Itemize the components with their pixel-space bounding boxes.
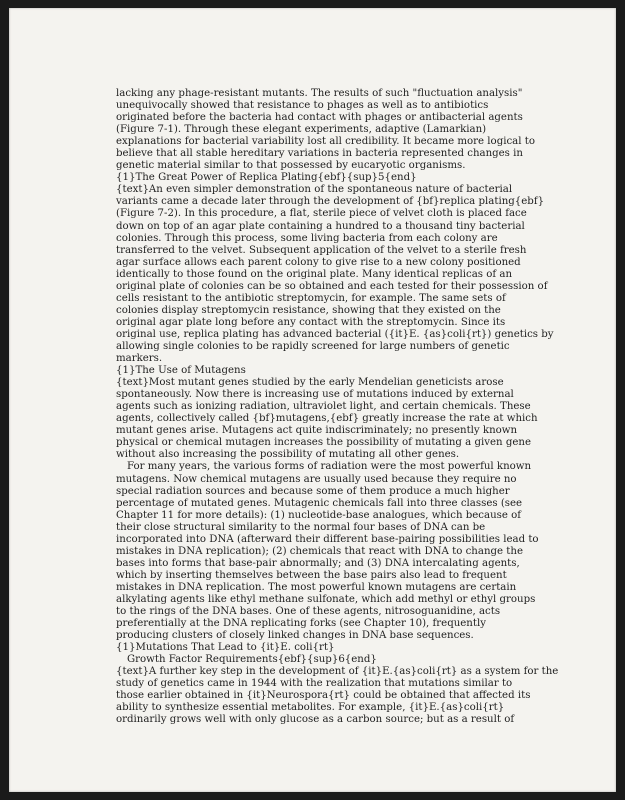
text-line: mutagens. Now chemical mutagens are usually used because they require no bbox=[116, 473, 517, 485]
text-line: those earlier obtained in {it}Neurospora{rt} could be obtained that affected its bbox=[116, 690, 531, 702]
paper-sheet bbox=[9, 8, 616, 792]
text-line: (Figure 7-1). Through these elegant experiments, adaptive (Lamarkian) bbox=[116, 124, 487, 136]
text-line: percentage of mutated genes. Mutagenic chemicals fall into three classes (see bbox=[116, 497, 523, 509]
text-line: variants came a decade later through the development of {bf}replica plating{ebf} bbox=[116, 196, 545, 208]
body-text bbox=[116, 88, 559, 726]
text-line: transferred to the velvet. Subsequent application of the velvet to a sterile fresh bbox=[116, 244, 527, 256]
text-line: alkylating agents like ethyl methane sulfonate, which add methyl or ethyl groups bbox=[116, 593, 536, 605]
text-line: preferentially at the DNA replicating forks (see Chapter 10), frequently bbox=[116, 618, 486, 630]
text-line: original plate of colonies can be so obtained and each tested for their possession of bbox=[116, 280, 548, 292]
text-line: colonies display streptomycin resistance, showing that they existed on the bbox=[116, 304, 501, 316]
text-line: colonies. Through this process, some living bacteria from each colony are bbox=[116, 232, 498, 244]
text-line: original agar plate long before any contact with the streptomycin. Since its bbox=[116, 316, 506, 328]
text-line: down on top of an agar plate containing a hundred to a thousand tiny bacterial bbox=[116, 220, 525, 232]
text-line: ability to synthesize essential metabolites. For example, {it}E.{as}coli{rt} bbox=[116, 702, 505, 714]
text-line: mistakes in DNA replication); (2) chemicals that react with DNA to change the bbox=[116, 545, 523, 557]
text-line: (Figure 7-2). In this procedure, a flat, sterile piece of velvet cloth is placed face bbox=[116, 208, 527, 220]
text-line: study of genetics came in 1944 with the realization that mutations similar to bbox=[116, 678, 513, 690]
text-line: without also increasing the possibility of mutating all other genes. bbox=[116, 449, 460, 461]
text-line: ordinarily grows well with only glucose as a carbon source; but as a result of bbox=[116, 714, 515, 726]
text-line: allowing single colonies to be rapidly screened for large numbers of genetic bbox=[116, 340, 510, 352]
text-line: genetic material similar to that possessed by eucaryotic organisms. bbox=[116, 160, 466, 172]
text-line: original use, replica plating has advanced bacterial ({it}E. {as}coli{rt}) genetics by bbox=[116, 328, 554, 340]
text-line: physical or chemical mutagen increases the possibility of mutating a given gene bbox=[116, 437, 531, 449]
text-line: {1}The Great Power of Replica Plating{ebf}{sup}5{end} bbox=[116, 172, 417, 184]
text-line: cells resistant to the antibiotic streptomycin, for example. The same sets of bbox=[116, 292, 506, 304]
text-line: incorporated into DNA (afterward their different base-pairing possibilities lead to bbox=[116, 533, 539, 545]
text-line: markers. bbox=[116, 353, 163, 365]
text-line: {1}The Use of Mutagens bbox=[116, 365, 246, 377]
text-line: which by inserting themselves between the base pairs also lead to frequent bbox=[116, 569, 507, 581]
text-line: lacking any phage-resistant mutants. The results of such "fluctuation analysis" bbox=[116, 88, 523, 99]
text-line: {text}A further key step in the development of {it}E.{as}coli{rt} as a system for the bbox=[116, 666, 559, 678]
text-line: their close structural similarity to the normal four bases of DNA can be bbox=[116, 521, 486, 533]
text-line: {text}Most mutant genes studied by the early Mendelian geneticists arose bbox=[116, 377, 504, 389]
text-line: {text}An even simpler demonstration of the spontaneous nature of bacterial bbox=[116, 184, 513, 196]
text-line: producing clusters of closely linked changes in DNA base sequences. bbox=[116, 630, 474, 642]
text-line: mistakes in DNA replication. The most powerful known mutagens are certain bbox=[116, 581, 517, 593]
text-line: to the rings of the DNA bases. One of these agents, nitrosoguanidine, acts bbox=[116, 606, 501, 618]
text-line: explanations for bacterial variability lost all credibility. It became more logical to bbox=[116, 136, 535, 148]
text-line: spontaneously. Now there is increasing use of mutations induced by external bbox=[116, 389, 514, 401]
text-line: special radiation sources and because some of them produce a much higher bbox=[116, 485, 510, 497]
text-line: agents, collectively called {bf}mutagens,{ebf} greatly increase the rate at which bbox=[116, 413, 538, 425]
text-line: For many years, the various forms of radiation were the most powerful known bbox=[127, 461, 532, 473]
text-line: agents such as ionizing radiation, ultraviolet light, and certain chemicals. These bbox=[116, 401, 531, 413]
text-line: {1}Mutations That Lead to {it}E. coli{rt} bbox=[116, 642, 335, 654]
text-line: believe that all stable hereditary variations in bacteria represented changes in bbox=[116, 148, 523, 160]
text-line: mutant genes arise. Mutagens act quite indiscriminately; no presently known bbox=[116, 425, 518, 437]
text-line: bases into forms that base-pair abnormally; and (3) DNA intercalating agents, bbox=[116, 557, 520, 569]
text-line: Growth Factor Requirements{ebf}{sup}6{end} bbox=[127, 654, 377, 666]
text-line: originated before the bacteria had contact with phages or antibacterial agents bbox=[116, 112, 523, 124]
text-line: identically to those found on the original plate. Many identical replicas of an bbox=[116, 268, 513, 280]
text-line: unequivocally showed that resistance to phages as well as to antibiotics bbox=[116, 100, 489, 112]
text-line: agar surface allows each parent colony to give rise to a new colony positioned bbox=[116, 256, 521, 268]
text-line: Chapter 11 for more details): (1) nucleotide-base analogues, which because of bbox=[116, 509, 522, 521]
